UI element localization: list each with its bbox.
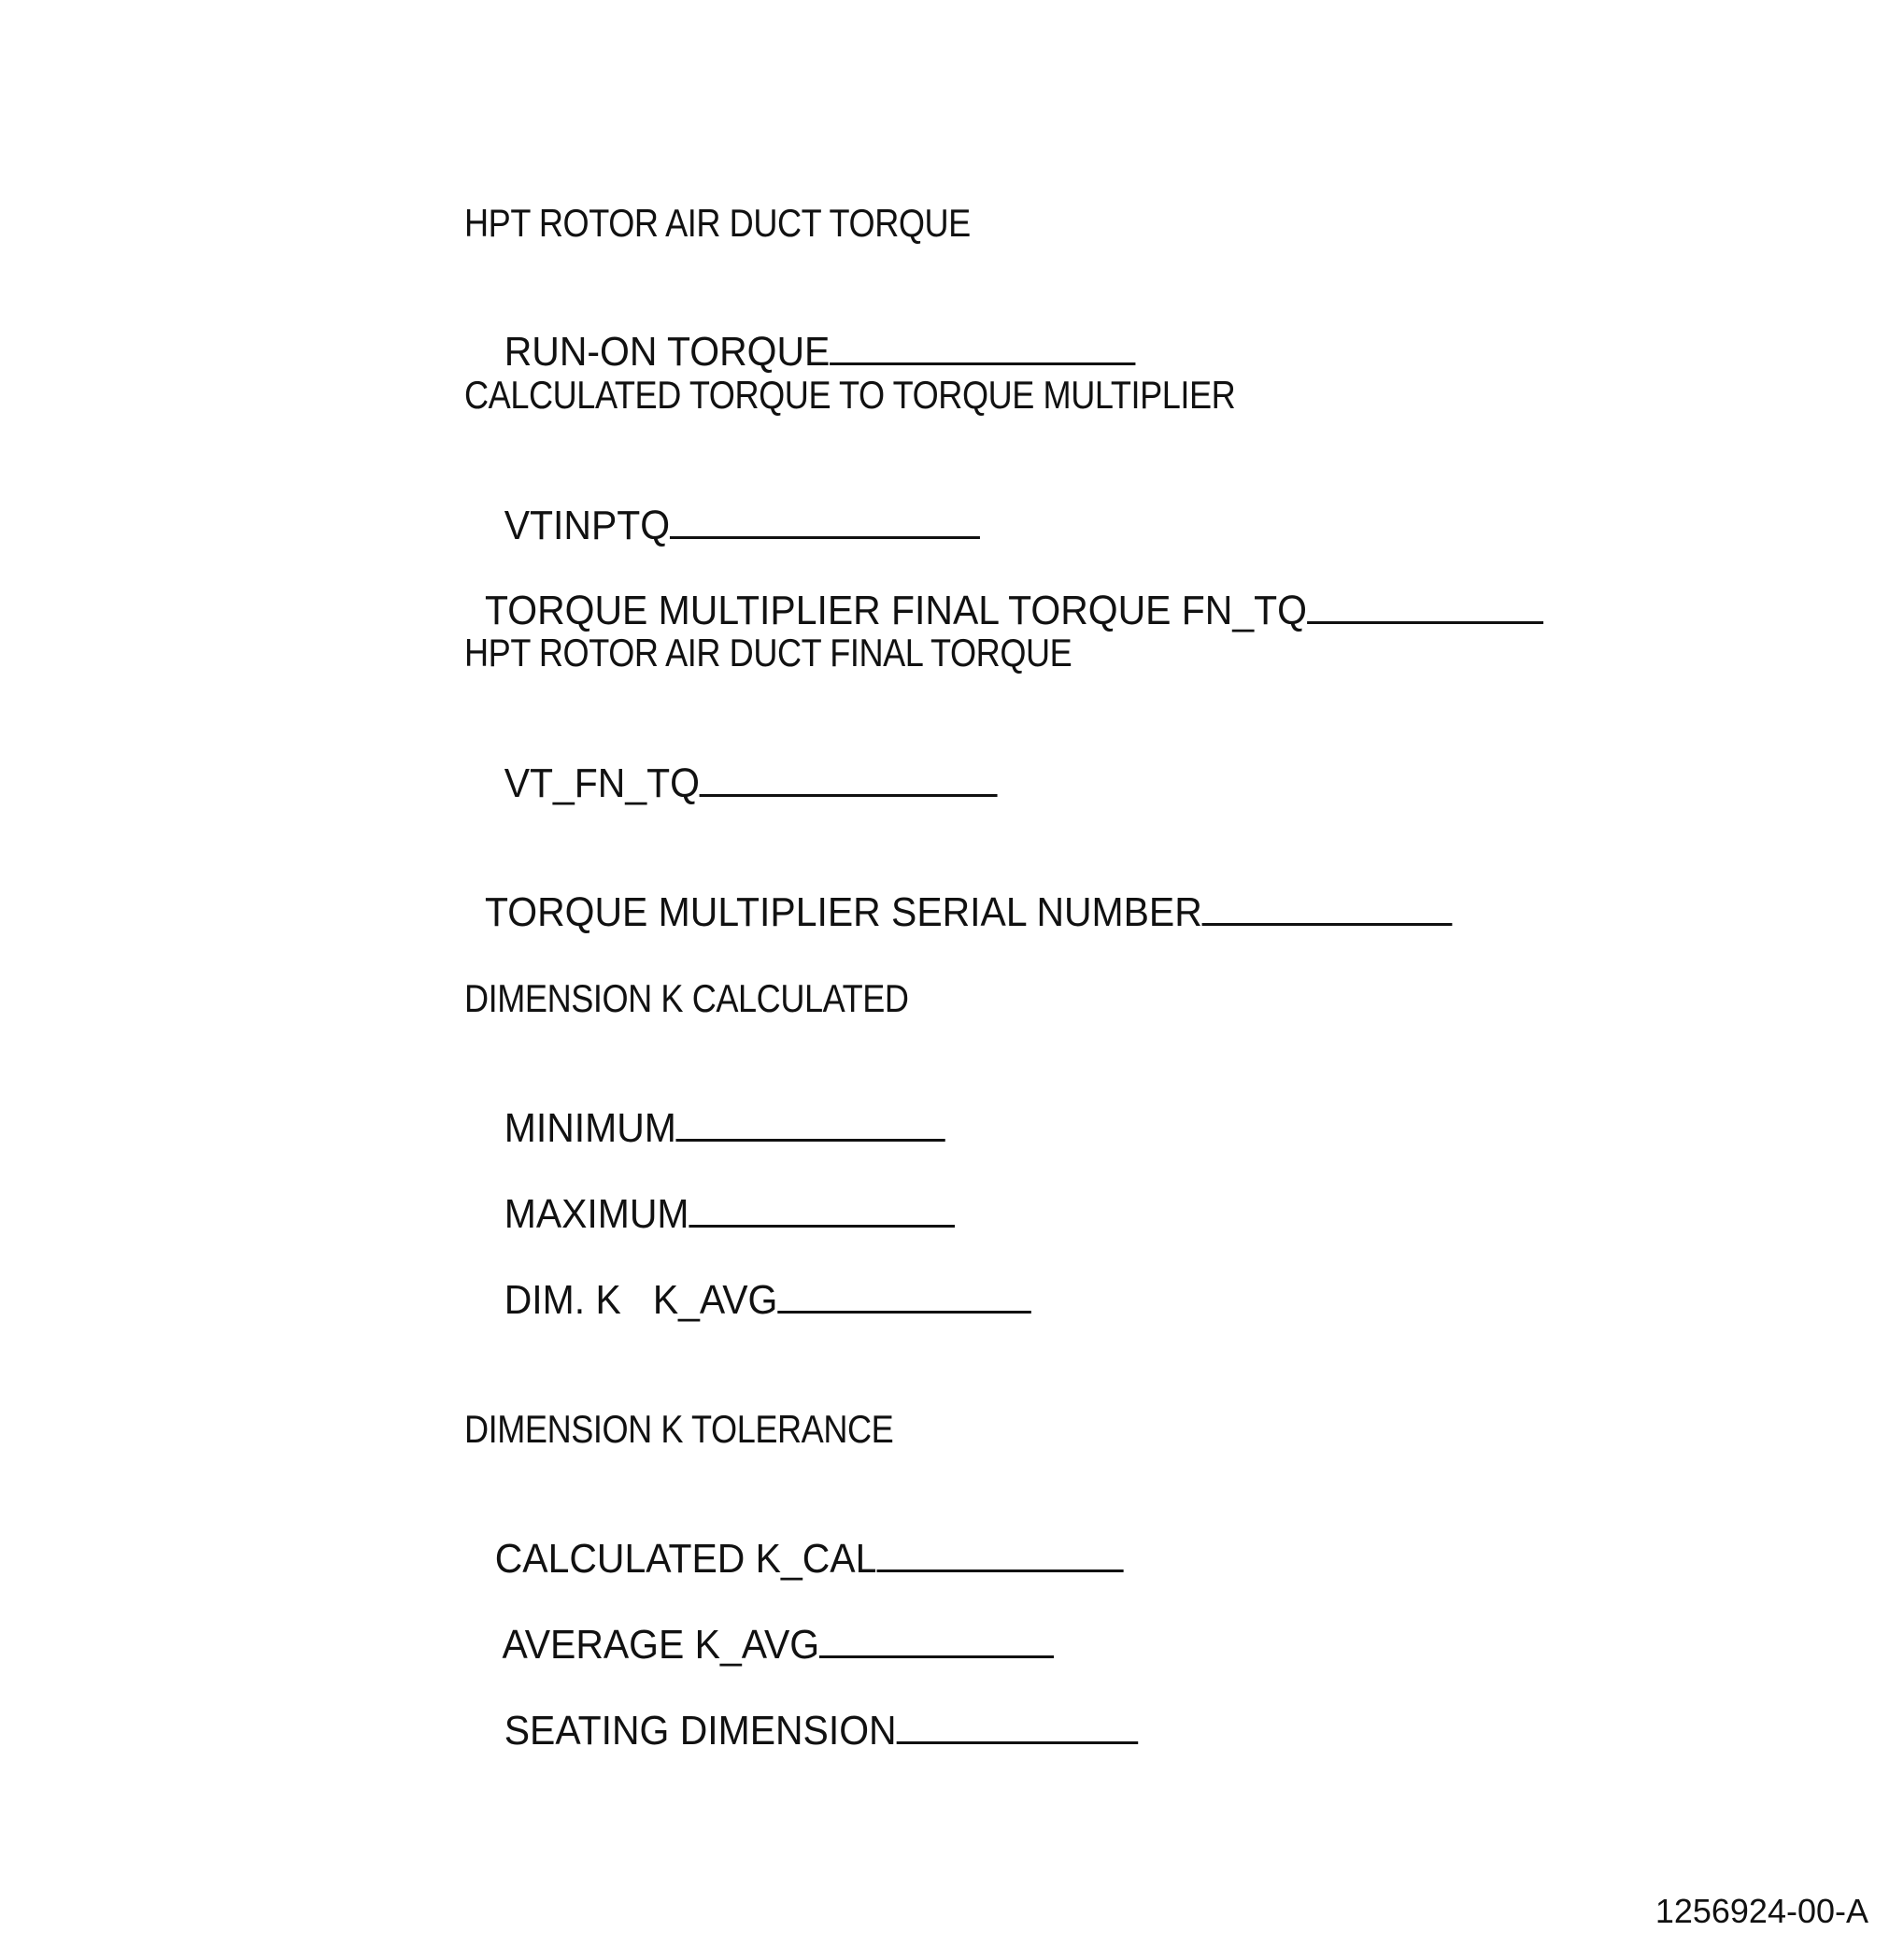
maximum-blank[interactable] — [689, 1191, 956, 1228]
run-on-torque-blank[interactable] — [830, 329, 1135, 365]
vtinptq-blank[interactable] — [670, 503, 980, 539]
calculated-k-cal-blank[interactable] — [876, 1536, 1123, 1572]
vtinptq-row — [483, 462, 980, 547]
torque-multiplier-final-torque-blank[interactable] — [1307, 588, 1543, 624]
torque-multiplier-serial-number-blank[interactable] — [1202, 889, 1453, 926]
dim-k-avg-label: DIM. K K_AVG — [504, 1277, 778, 1323]
heading-dimension-k-calculated: DIMENSION K CALCULATED — [464, 976, 909, 1020]
seating-dimension-row — [483, 1667, 1138, 1752]
calculated-k-cal-row — [474, 1495, 1123, 1580]
minimum-label: MINIMUM — [504, 1105, 676, 1151]
run-on-torque-row — [483, 288, 1136, 373]
dim-k-avg-row — [483, 1236, 1031, 1321]
average-k-avg-label: AVERAGE K_AVG — [502, 1622, 820, 1668]
heading-dimension-k-tolerance: DIMENSION K TOLERANCE — [464, 1407, 894, 1451]
seating-dimension-label: SEATING DIMENSION — [504, 1708, 897, 1754]
vt-fn-tq-row — [483, 719, 998, 804]
dim-k-avg-blank[interactable] — [777, 1277, 1031, 1314]
calculated-k-cal-label: CALCULATED K_CAL — [494, 1536, 877, 1582]
heading-hpt-rotor-air-duct-final-torque: HPT ROTOR AIR DUCT FINAL TORQUE — [464, 631, 1072, 675]
minimum-blank[interactable] — [676, 1105, 945, 1142]
torque-multiplier-serial-number-row — [464, 848, 1453, 933]
seating-dimension-blank[interactable] — [897, 1708, 1139, 1744]
heading-hpt-rotor-air-duct-torque: HPT ROTOR AIR DUCT TORQUE — [464, 201, 971, 245]
document-id: 1256924-00-A — [1655, 1892, 1868, 1930]
average-k-avg-blank[interactable] — [819, 1622, 1054, 1658]
minimum-row — [483, 1064, 945, 1149]
maximum-row — [483, 1150, 955, 1235]
vtinptq-label: VTINPTQ — [504, 503, 671, 548]
heading-calculated-torque-to-torque-multiplier: CALCULATED TORQUE TO TORQUE MULTIPLIER — [464, 373, 1236, 417]
maximum-label: MAXIMUM — [504, 1191, 689, 1237]
average-k-avg-row — [483, 1581, 1054, 1666]
vt-fn-tq-label: VT_FN_TQ — [504, 760, 700, 806]
torque-multiplier-final-torque-row — [464, 547, 1543, 632]
torque-multiplier-serial-number-label: TORQUE MULTIPLIER SERIAL NUMBER — [485, 889, 1202, 935]
run-on-torque-label: RUN-ON TORQUE — [504, 329, 831, 375]
torque-multiplier-final-torque-label: TORQUE MULTIPLIER FINAL TORQUE FN_TQ — [485, 588, 1307, 633]
vt-fn-tq-blank[interactable] — [700, 760, 998, 797]
